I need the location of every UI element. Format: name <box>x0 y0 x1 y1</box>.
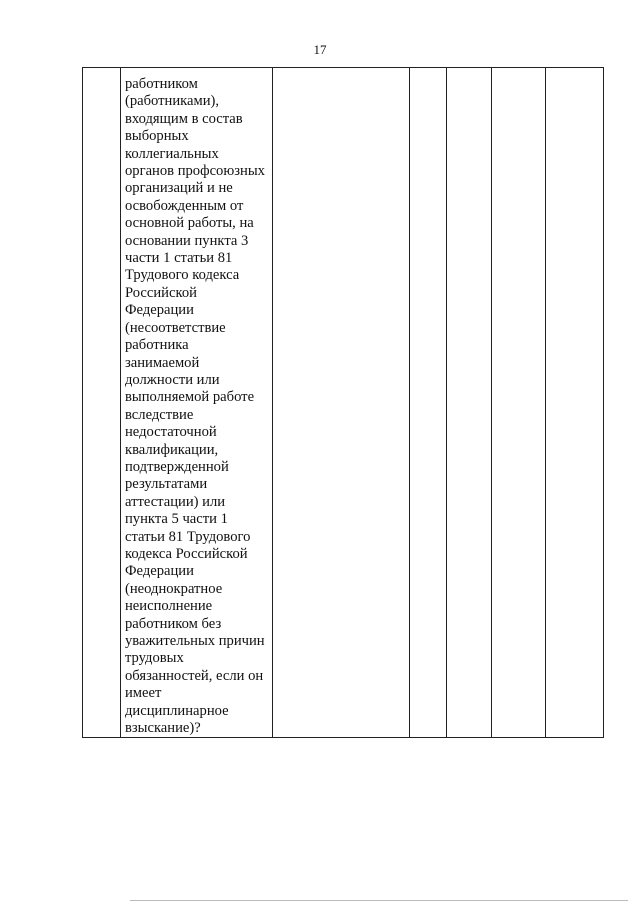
row-number-cell <box>83 68 121 738</box>
note-cell <box>546 68 604 738</box>
legal-basis-cell <box>273 68 410 738</box>
question-cell <box>121 68 273 738</box>
answer-no-cell <box>447 68 492 738</box>
table-row <box>83 68 604 738</box>
bottom-divider <box>130 900 628 901</box>
page-number: 17 <box>313 42 327 57</box>
answer-not-applicable-cell <box>492 68 546 738</box>
checklist-table <box>82 67 604 738</box>
question-text: работником (работниками), входящим в состав выборных коллегиальных органов профсоюзных организаций и не освобожденным от основной работы, на основании пункта 3 части 1 статьи 81 Трудового кодекса Российской Федерации (несоответствие работника занимаемой должности или выполняемой работе вследствие недостаточной квалификации, подтвержденной результатами аттестации) или пункта 5 части 1 статьи 81 Трудового кодекса Российской Федерации (неоднократное неисполнение работником без уважительных причин трудовых обязанностей, если он имеет дисциплинарное взыскание)? <box>125 76 265 737</box>
answer-yes-cell <box>410 68 447 738</box>
